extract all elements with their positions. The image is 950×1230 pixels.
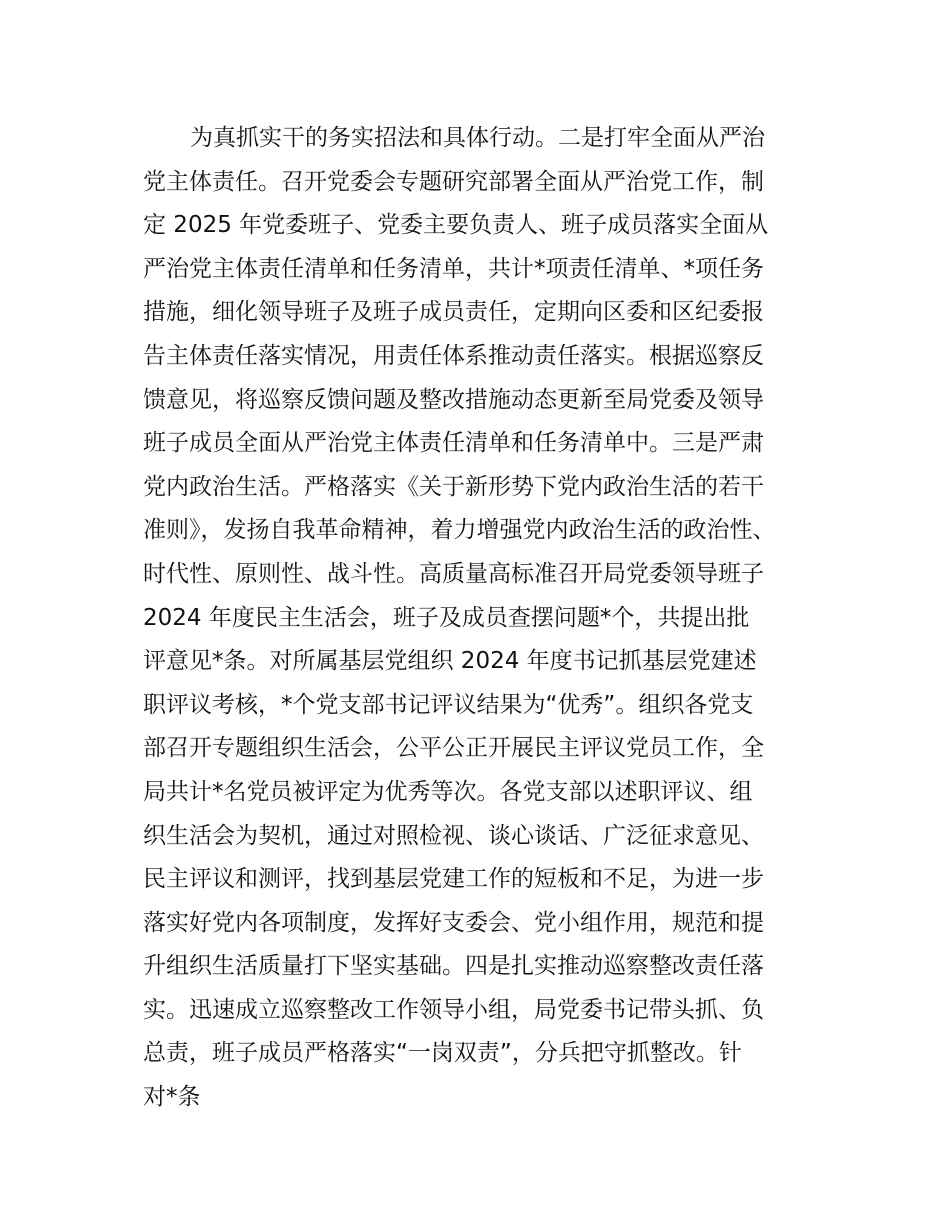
text-line: 织生活会为契机，通过对照检视、谈心谈话、广泛征求意见、	[143, 822, 764, 849]
text-line: 部召开专题组织生活会，公平公正开展民主评议党员工作，全	[143, 735, 764, 762]
text-line: 党内政治生活。严格落实《关于新形势下党内政治生活的若干	[143, 473, 764, 500]
text-line: 定 2025 年党委班子、党委主要负责人、班子成员落实全面从	[143, 212, 769, 239]
text-line: 对*条	[143, 1084, 201, 1111]
text-line: 实。迅速成立巡察整改工作领导小组，局党委书记带头抓、负	[143, 996, 764, 1023]
text-line: 局共计*名党员被评定为优秀等次。各党支部以述职评议、组	[143, 778, 753, 805]
text-line: 时代性、原则性、战斗性。高质量高标准召开局党委领导班子	[143, 560, 764, 587]
text-line: 为真抓实干的务实招法和具体行动。二是打牢全面从严治	[190, 125, 765, 151]
text-line: 职评议考核，*个党支部书记评议结果为“优秀”。组织各党支	[143, 691, 754, 718]
text-line: 落实好党内各项制度，发挥好支委会、党小组作用，规范和提	[143, 909, 764, 936]
text-line: 评意见*条。对所属基层党组织 2024 年度书记抓基层党建述	[143, 648, 757, 675]
text-line: 民主评议和测评，找到基层党建工作的短板和不足，为进一步	[143, 866, 764, 893]
text-line: 升组织生活质量打下坚实基础。四是扎实推动巡察整改责任落	[143, 953, 764, 980]
text-line: 班子成员全面从严治党主体责任清单和任务清单中。三是严肃	[143, 430, 764, 457]
text-line: 2024 年度民主生活会，班子及成员查摆问题*个，共提出批	[143, 604, 750, 631]
text-line: 严治党主体责任清单和任务清单，共计*项责任清单、*项任务	[143, 255, 764, 282]
text-line: 总责，班子成员严格落实“一岗双责”，分兵把守抓整改。针	[143, 1040, 742, 1067]
text-line: 党主体责任。召开党委会专题研究部署全面从严治党工作，制	[143, 168, 764, 195]
text-line: 措施，细化领导班子及班子成员责任，定期向区委和区纪委报	[143, 299, 764, 326]
text-line: 告主体责任落实情况，用责任体系推动责任落实。根据巡察反	[143, 342, 764, 369]
text-line: 馈意见，将巡察反馈问题及整改措施动态更新至局党委及领导	[143, 386, 764, 413]
text-line: 准则》，发扬自我革命精神，着力增强党内政治生活的政治性、	[143, 517, 776, 544]
body-paragraph	[143, 117, 823, 1120]
